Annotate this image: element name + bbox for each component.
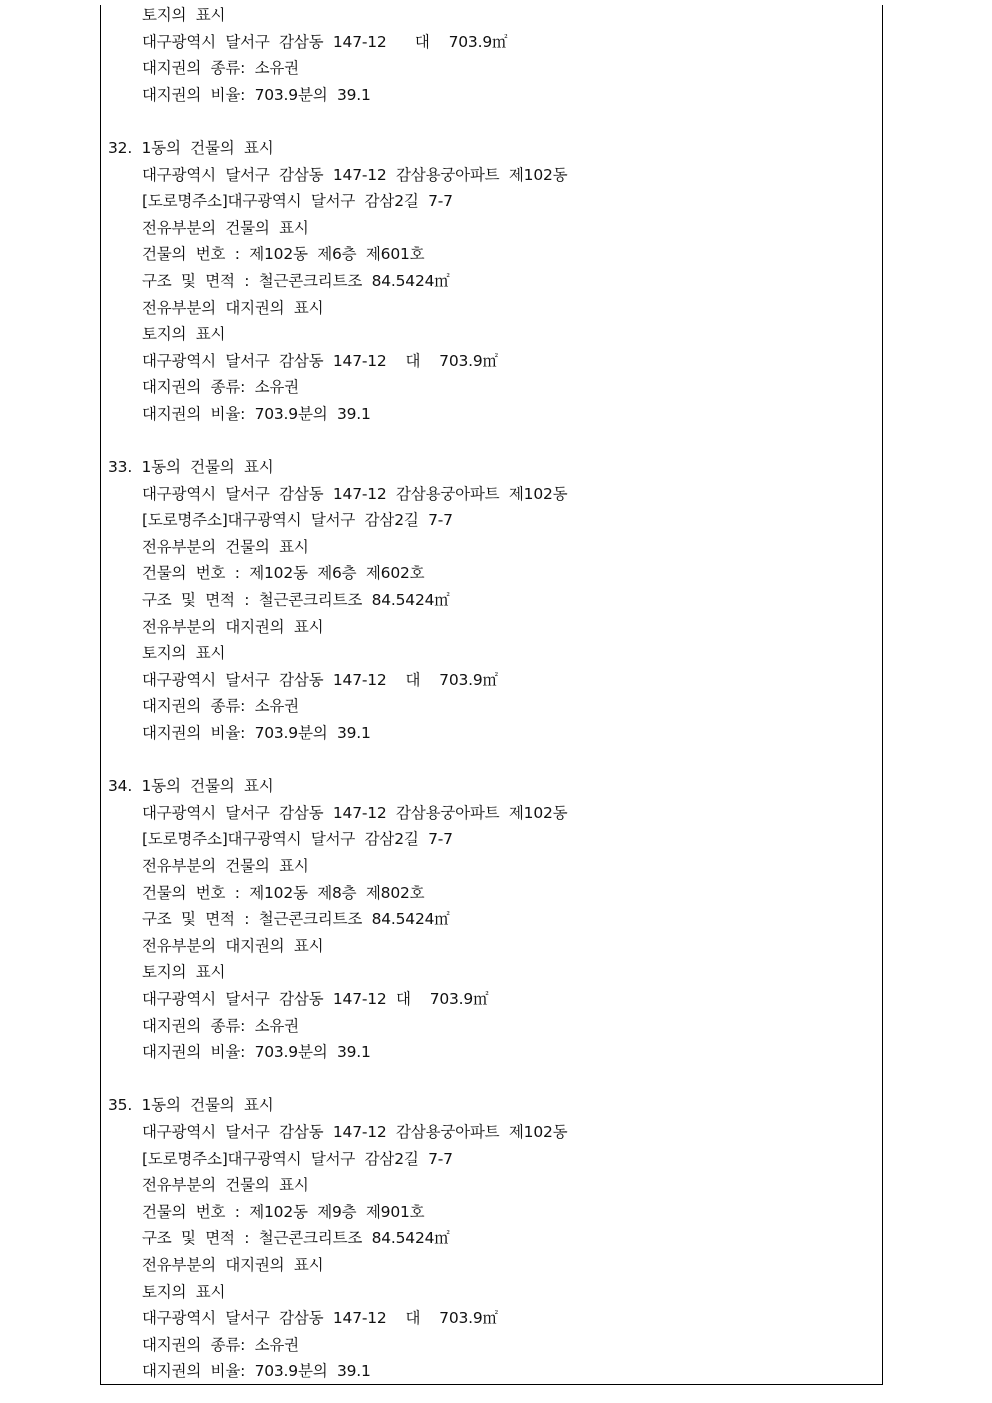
- text-line: 건물의 번호 : 제102동 제6층 제602호: [142, 564, 425, 583]
- text-line: 대지권의 종류: 소유권: [142, 59, 299, 78]
- top-block: [108, 2, 868, 108]
- text-line: 건물의 번호 : 제102동 제8층 제802호: [142, 883, 425, 902]
- text-line: 전유부분의 건물의 표시: [142, 1176, 309, 1195]
- text-line: 대지권의 비율: 703.9분의 39.1: [142, 1043, 371, 1062]
- entry-heading: 34. 1동의 건물의 표시: [108, 777, 274, 796]
- spacer: [108, 747, 868, 774]
- text-line: 대구광역시 달서구 감삼동 147-12 대 703.9㎡: [142, 351, 498, 370]
- entry-34: [108, 773, 868, 1066]
- text-line: 대지권의 비율: 703.9분의 39.1: [142, 404, 371, 423]
- text-line: 전유부분의 건물의 표시: [142, 537, 309, 556]
- entry-heading: 32. 1동의 건물의 표시: [108, 138, 274, 157]
- text-line: 대지권의 종류: 소유권: [142, 697, 299, 716]
- text-line: 대구광역시 달서구 감삼동 147-12 감삼용궁아파트 제102동: [142, 165, 568, 184]
- text-line: 건물의 번호 : 제102동 제6층 제601호: [142, 245, 425, 264]
- entry-33: [108, 454, 868, 747]
- text-line: [도로명주소]대구광역시 달서구 감삼2길 7-7: [142, 511, 453, 530]
- entry-35: [108, 1092, 868, 1385]
- text-line: 대지권의 비율: 703.9분의 39.1: [142, 724, 371, 743]
- text-line: 전유부분의 건물의 표시: [142, 857, 309, 875]
- text-line: 대구광역시 달서구 감삼동 147-12 대 703.9㎡: [142, 1309, 498, 1328]
- text-line: 전유부분의 대지권의 표시: [142, 936, 324, 955]
- text-line: 대지권의 종류: 소유권: [142, 1335, 299, 1354]
- text-line: 토지의 표시: [142, 1282, 226, 1301]
- text-line: 구조 및 면적 : 철근콘크리트조 84.5424㎡: [142, 591, 450, 610]
- text-line: 구조 및 면적 : 철근콘크리트조 84.5424㎡: [142, 1229, 450, 1248]
- entry-heading: 33. 1동의 건물의 표시: [108, 458, 274, 477]
- text-line: [도로명주소]대구광역시 달서구 감삼2길 7-7: [142, 830, 453, 849]
- entry-32: [108, 135, 868, 428]
- document-content: [108, 2, 868, 1385]
- text-line: 대구광역시 달서구 감삼동 147-12 대 703.9㎡: [142, 989, 489, 1008]
- text-line: 전유부분의 대지권의 표시: [142, 298, 324, 317]
- text-line: 토지의 표시: [142, 644, 226, 663]
- text-line: 대지권의 종류: 소유권: [142, 378, 299, 397]
- text-line: 대구광역시 달서구 감삼동 147-12 감삼용궁아파트 제102동: [142, 1122, 568, 1141]
- text-line: 대구광역시 달서구 감삼동 147-12 대 703.9㎡: [142, 670, 498, 689]
- text-line: 토지의 표시: [142, 6, 226, 24]
- text-line: 대구광역시 달서구 감삼동 147-12 감삼용궁아파트 제102동: [142, 484, 568, 503]
- text-line: [도로명주소]대구광역시 달서구 감삼2길 7-7: [142, 1149, 453, 1168]
- spacer: [108, 1066, 868, 1093]
- text-line: 대구광역시 달서구 감삼동 147-12 대 703.9㎡: [142, 32, 508, 51]
- text-line: 토지의 표시: [142, 325, 226, 344]
- spacer: [108, 428, 868, 455]
- text-line: 전유부분의 건물의 표시: [142, 218, 309, 237]
- entry-heading: 35. 1동의 건물의 표시: [108, 1096, 274, 1115]
- text-line: 대지권의 종류: 소유권: [142, 1016, 299, 1035]
- text-line: 구조 및 면적 : 철근콘크리트조 84.5424㎡: [142, 910, 450, 929]
- text-line: 대지권의 비율: 703.9분의 39.1: [142, 85, 371, 104]
- text-line: 전유부분의 대지권의 표시: [142, 617, 324, 636]
- spacer: [108, 108, 868, 135]
- text-line: 대지권의 비율: 703.9분의 39.1: [142, 1362, 371, 1381]
- text-line: 대구광역시 달서구 감삼동 147-12 감삼용궁아파트 제102동: [142, 803, 568, 822]
- text-line: 토지의 표시: [142, 963, 226, 982]
- text-line: 구조 및 면적 : 철근콘크리트조 84.5424㎡: [142, 271, 450, 290]
- text-line: [도로명주소]대구광역시 달서구 감삼2길 7-7: [142, 192, 453, 211]
- text-line: 건물의 번호 : 제102동 제9층 제901호: [142, 1202, 425, 1221]
- text-line: 전유부분의 대지권의 표시: [142, 1255, 324, 1274]
